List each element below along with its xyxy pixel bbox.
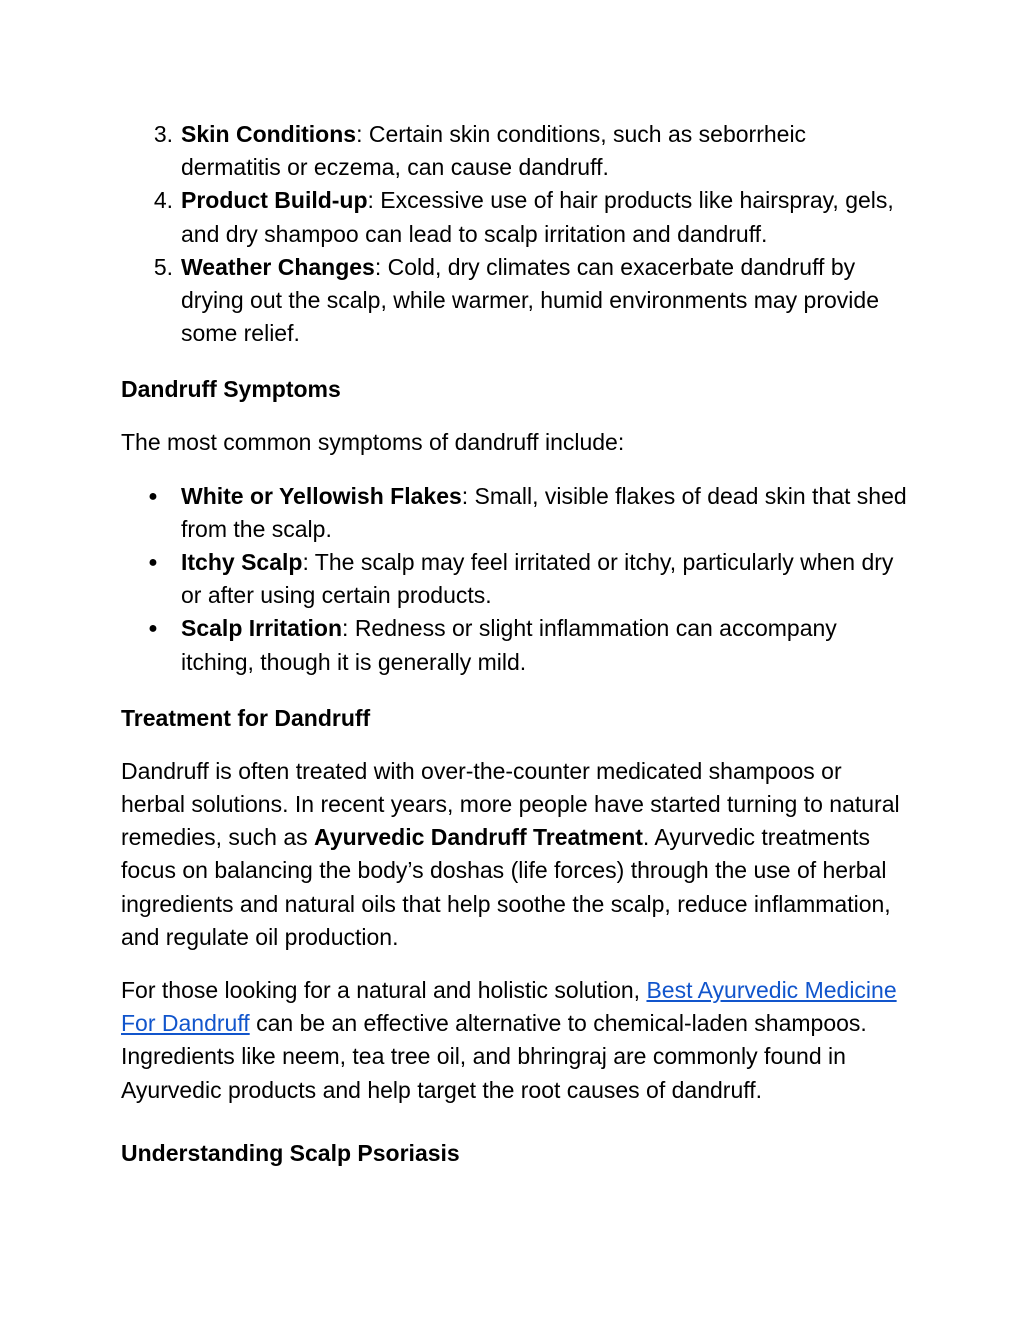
list-item-text: : Certain skin conditions, such as seborrheic dermatitis or eczema, can cause dandruff. (181, 121, 807, 181)
paragraph-text: For those looking for a natural and holistic solution, (121, 977, 647, 1004)
list-item-term: Itchy Scalp (181, 549, 303, 576)
list-item (121, 251, 911, 351)
bold-phrase: Ayurvedic Dandruff Treatment (314, 824, 643, 851)
list-item-term: Product Build-up (181, 187, 368, 214)
list-item (121, 612, 911, 678)
list-number: 4. (153, 187, 173, 214)
symptoms-intro: The most common symptoms of dandruff include: (121, 429, 625, 456)
list-item-term: Scalp Irritation (181, 615, 343, 642)
section-heading-symptoms: Dandruff Symptoms (121, 376, 341, 403)
bullet-icon: ● (148, 620, 158, 638)
list-number: 5. (153, 253, 173, 280)
list-item-text: : Excessive use of hair products like hairspray, gels, and dry shampoo can lead to scalp irritation and dandruff. (181, 187, 894, 247)
document-body (121, 118, 911, 1170)
bullet-icon: ● (148, 487, 158, 505)
list-item-term: Skin Conditions (181, 121, 357, 147)
list-item-term: White or Yellowish Flakes (181, 482, 462, 509)
symptoms-list (121, 480, 911, 679)
list-item-text: : Redness or slight inflammation can accompany itching, though it is generally mild. (181, 615, 837, 675)
recommendation-paragraph (121, 974, 911, 1107)
section-heading-treatment: Treatment for Dandruff (121, 704, 371, 731)
section-heading-psoriasis: Understanding Scalp Psoriasis (121, 1139, 460, 1166)
ayurvedic-medicine-link[interactable]: Best Ayurvedic Medicine For Dandruff (121, 977, 897, 1037)
paragraph-text: . Ayurvedic treatments focus on balancing the body’s doshas (life forces) through the use of herbal ingredients and natural oils that help soothe the scalp, reduce inflammation, and regulate oil production. (121, 824, 891, 950)
list-number: 3. (153, 121, 173, 147)
list-item-text: : Small, visible flakes of dead skin that shed from the scalp. (181, 482, 907, 542)
causes-list (121, 118, 911, 350)
treatment-paragraph (121, 755, 911, 954)
list-item (121, 184, 911, 250)
list-item-text: : The scalp may feel irritated or itchy, particularly when dry or after using certain products. (181, 549, 894, 609)
list-item-text: : Cold, dry climates can exacerbate dandruff by drying out the scalp, while warmer, humid environments may provide some relief. (181, 253, 879, 347)
list-item (121, 546, 911, 612)
list-item (121, 118, 911, 184)
bullet-icon: ● (148, 554, 158, 572)
paragraph-text: can be an effective alternative to chemical-laden shampoos. Ingredients like neem, tea tree oil, and bhringraj are commonly found in Ayurvedic products and help target the root causes of dandruff. (121, 1010, 867, 1103)
list-item-term: Weather Changes (181, 253, 375, 280)
paragraph-text: Dandruff is often treated with over-the-counter medicated shampoos or herbal solutions. In recent years, more people have started turning to natural remedies, such as (121, 757, 900, 851)
list-item (121, 480, 911, 546)
